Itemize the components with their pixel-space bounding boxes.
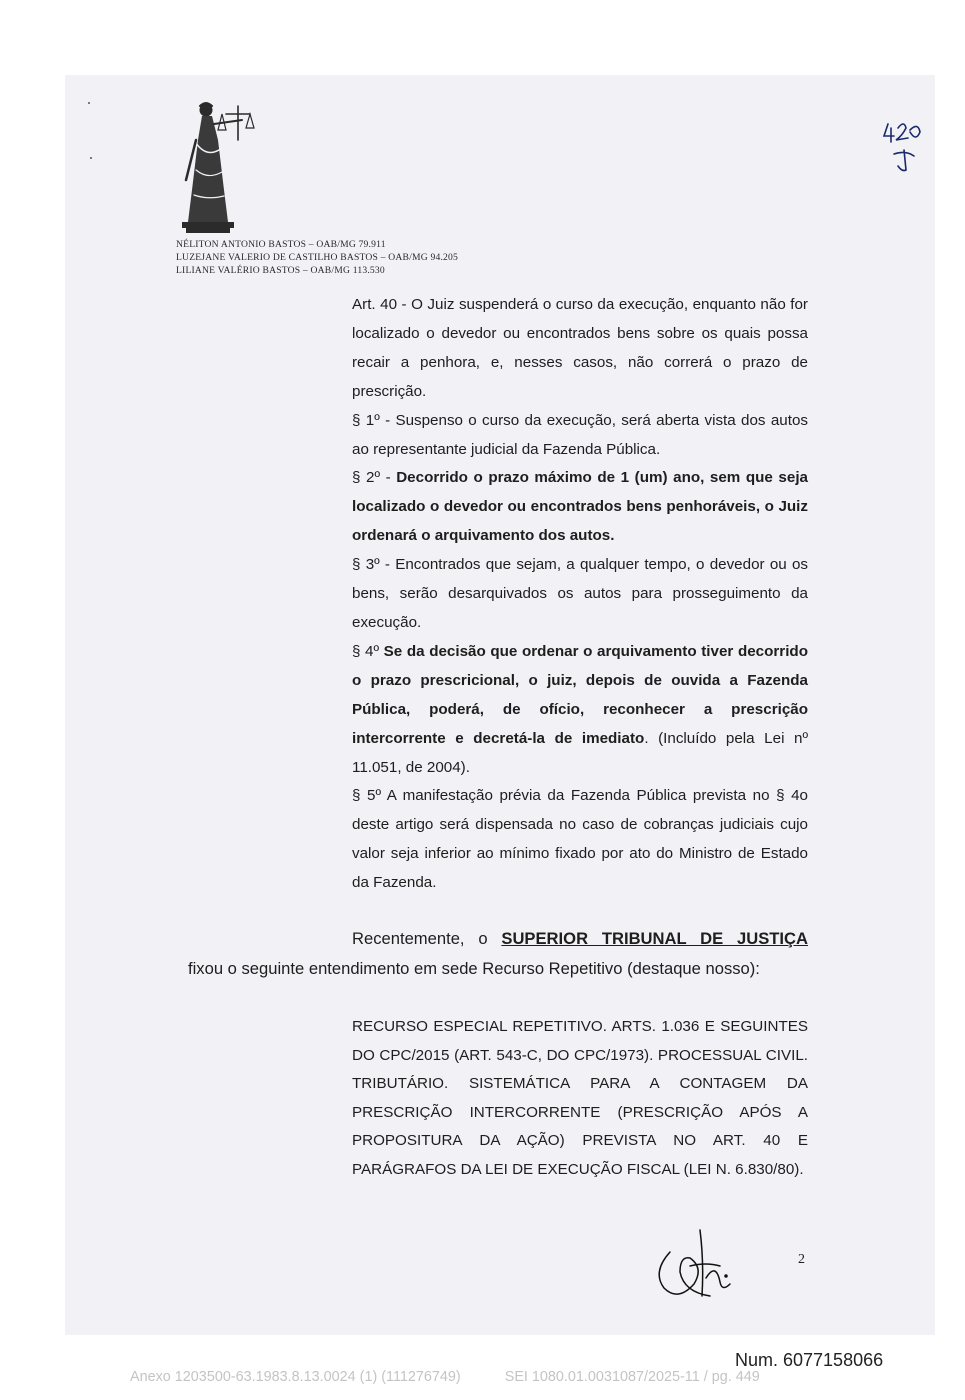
scan-speck: [88, 102, 90, 104]
paragraph-2-bold: Decorrido o prazo máximo de 1 (um) ano, sem que seja localizado o devedor ou encontrados bens penhoráveis, o Juiz ordenará o arquivamento dos autos.: [352, 469, 808, 545]
recent-prefix: Recentemente, o: [352, 929, 502, 948]
paragraph-2: [352, 464, 808, 551]
legal-text-block: [352, 291, 808, 898]
lawyers-letterhead: [176, 238, 458, 277]
paragraph-4: [352, 638, 808, 783]
paragraph-5: § 5º A manifestação prévia da Fazenda Pública prevista no § 4o deste artigo será dispensada no caso de cobranças judiciais cujo valor seja inferior ao mínimo fixado por ato do Ministro de Estado da Fazenda.: [352, 787, 808, 892]
document-number-stamp: Num. 6077158066: [735, 1350, 884, 1370]
footer-watermark: [130, 1369, 760, 1385]
recent-paragraph: [188, 924, 808, 984]
art-40-text: Art. 40 - O Juiz suspenderá o curso da execução, enquanto não for localizado o devedor ou encontrados bens sobre os quais possa recair a penhora, e, nesses casos, não correrá o prazo de prescrição.: [352, 296, 808, 400]
paragraph-4-bold: Se da decisão que ordenar o arquivamento tiver decorrido o prazo prescricional, o juiz, depois de ouvida a Fazenda Pública, poderá, de ofício, reconhecer a prescrição intercorrente e decretá-la de imediato: [352, 642, 808, 747]
justice-statue-logo: [178, 100, 258, 235]
lawyer-line: NÉLITON ANTONIO BASTOS – OAB/MG 79.911: [176, 239, 386, 250]
footer-anexo: Anexo 1203500-63.1983.8.13.0024 (1) (111276749): [130, 1369, 461, 1385]
paragraph-3: § 3º - Encontrados que sejam, a qualquer tempo, o devedor ou os bens, serão desarquivados os autos para prosseguimento da execução.: [352, 556, 808, 631]
scan-speck: [90, 157, 92, 159]
recent-first-line: [188, 924, 808, 954]
lawyer-line: LILIANE VALÉRIO BASTOS – OAB/MG 113.530: [176, 265, 385, 276]
handwritten-signature: [650, 1222, 740, 1307]
court-name: SUPERIOR TRIBUNAL DE JUSTIÇA: [501, 929, 808, 948]
lawyer-line: LUZEJANE VALERIO DE CASTILHO BASTOS – OAB/MG 94.205: [176, 252, 459, 263]
handwritten-folio-mark: [880, 110, 930, 180]
recent-rest: fixou o seguinte entendimento em sede Recurso Repetitivo (destaque nosso):: [188, 959, 760, 978]
paragraph-1: § 1º - Suspenso o curso da execução, será aberta vista dos autos ao representante judicial da Fazenda Pública.: [352, 411, 808, 458]
paragraph-4-suffix: . (Incluído pela Lei nº 11.051, de 2004).: [352, 729, 809, 776]
page-number: 2: [798, 1252, 805, 1267]
paragraph-2-prefix: § 2º -: [352, 469, 397, 487]
paragraph-4-prefix: § 4º: [352, 642, 384, 660]
ementa-text: RECURSO ESPECIAL REPETITIVO. ARTS. 1.036 E SEGUINTES DO CPC/2015 (ART. 543-C, DO CPC/1973). PROCESSUAL CIVIL. TRIBUTÁRIO. SISTEMÁTICA PARA A CONTAGEM DA PRESCRIÇÃO INTERCORRENTE (PRESCRIÇÃO APÓS A PROPOSITURA DA AÇÃO) PREVISTA NO ART. 40 E PARÁGRAFOS DA LEI DE EXECUÇÃO FISCAL (LEI N. 6.830/80).: [352, 1018, 808, 1178]
footer-sei: SEI 1080.01.0031087/2025-11 / pg. 449: [504, 1369, 760, 1385]
